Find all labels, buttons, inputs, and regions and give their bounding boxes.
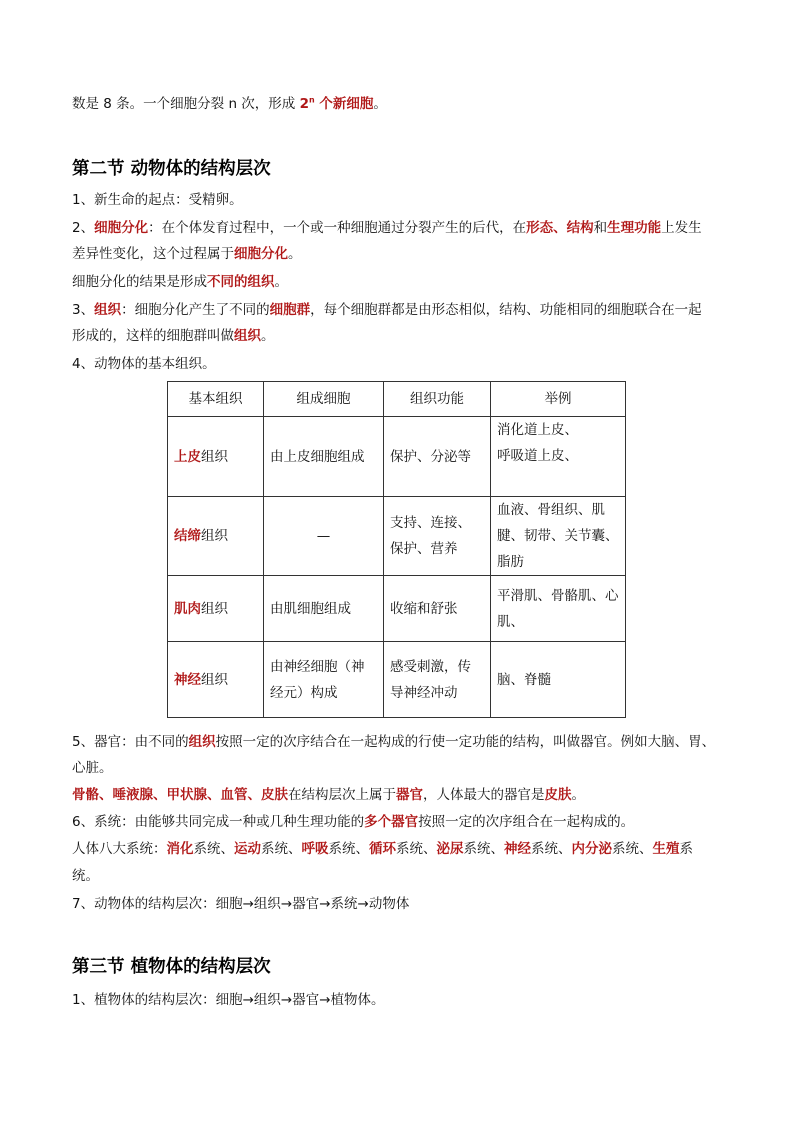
header-tissue: 基本组织 — [168, 382, 264, 417]
s2-eight-systems-line2: 统。 — [72, 868, 99, 884]
intro-text: 数是 8 条。一个细胞分裂 n 次，形成 — [72, 96, 300, 112]
tissue-function: 保护、分泌等 — [384, 417, 491, 497]
tissue-name: 上皮组织 — [168, 417, 264, 497]
tissue-example: 消化道上皮、 呼吸道上皮、 — [491, 417, 626, 497]
tissue-example: 平滑肌、骨骼肌、心肌、 — [491, 576, 626, 642]
tissue-cells: — — [264, 497, 384, 576]
s2-item-1: 1、新生命的起点：受精卵。 — [72, 192, 243, 208]
s2-item-7: 7、动物体的结构层次：细胞→组织→器官→系统→动物体 — [72, 896, 410, 912]
intro-end: 。 — [373, 96, 387, 112]
s2-item-4: 4、动物体的基本组织。 — [72, 356, 216, 372]
tissue-name: 结缔组织 — [168, 497, 264, 576]
tissue-example: 脑、脊髓 — [491, 642, 626, 718]
intro-highlight: 2$^n$ 个新细胞 — [299, 95, 374, 112]
s2-item-2-line2: 差异性变化，这个过程属于细胞分化。 — [72, 246, 302, 262]
tissue-table — [167, 381, 626, 718]
tissue-function: 支持、连接、保护、营养 — [384, 497, 491, 576]
s3-item-1: 1、植物体的结构层次：细胞→组织→器官→植物体。 — [72, 992, 385, 1008]
table-row — [168, 642, 626, 718]
intro-line — [72, 94, 732, 114]
s2-item-5-line1: 5、器官：由不同的组织按照一定的次序结合在一起构成的行使一定功能的结构，叫做器官。例如大脑、胃、 — [72, 734, 716, 750]
table-header-row — [168, 382, 626, 417]
tissue-cells: 由神经细胞（神经元）构成 — [264, 642, 384, 718]
section-3-title: 第三节 植物体的结构层次 — [72, 957, 271, 977]
header-function: 组织功能 — [384, 382, 491, 417]
tissue-function: 收缩和舒张 — [384, 576, 491, 642]
s2-item-3-line2: 形成的，这样的细胞群叫做组织。 — [72, 328, 275, 344]
table-row — [168, 497, 626, 576]
s2-item-6: 6、系统：由能够共同完成一种或几种生理功能的多个器官按照一定的次序组合在一起构成的。 — [72, 814, 635, 830]
table-row — [168, 576, 626, 642]
header-cells: 组成细胞 — [264, 382, 384, 417]
tissue-example: 血液、骨组织、肌腱、韧带、关节囊、脂肪 — [491, 497, 626, 576]
tissue-cells: 由上皮细胞组成 — [264, 417, 384, 497]
section-2-title: 第二节 动物体的结构层次 — [72, 159, 271, 179]
s2-organ-examples: 骨骼、唾液腺、甲状腺、血管、皮肤在结构层次上属于器官，人体最大的器官是皮肤。 — [72, 787, 585, 803]
tissue-name: 神经组织 — [168, 642, 264, 718]
s2-differentiation-result: 细胞分化的结果是形成不同的组织。 — [72, 274, 288, 290]
s2-item-3-line1: 3、组织：细胞分化产生了不同的细胞群，每个细胞群都是由形态相似，结构、功能相同的细胞联合在一起 — [72, 302, 702, 318]
header-example: 举例 — [491, 382, 626, 417]
tissue-cells: 由肌细胞组成 — [264, 576, 384, 642]
s2-item-2-line1: 2、细胞分化：在个体发育过程中，一个或一种细胞通过分裂产生的后代，在形态、结构和生理功能上发生 — [72, 220, 702, 236]
s2-item-5-line2: 心脏。 — [72, 760, 113, 776]
tissue-name: 肌肉组织 — [168, 576, 264, 642]
tissue-function: 感受刺激，传导神经冲动 — [384, 642, 491, 718]
table-row — [168, 417, 626, 497]
s2-eight-systems-line1: 人体八大系统：消化系统、运动系统、呼吸系统、循环系统、泌尿系统、神经系统、内分泌系统、生殖系 — [72, 841, 693, 857]
